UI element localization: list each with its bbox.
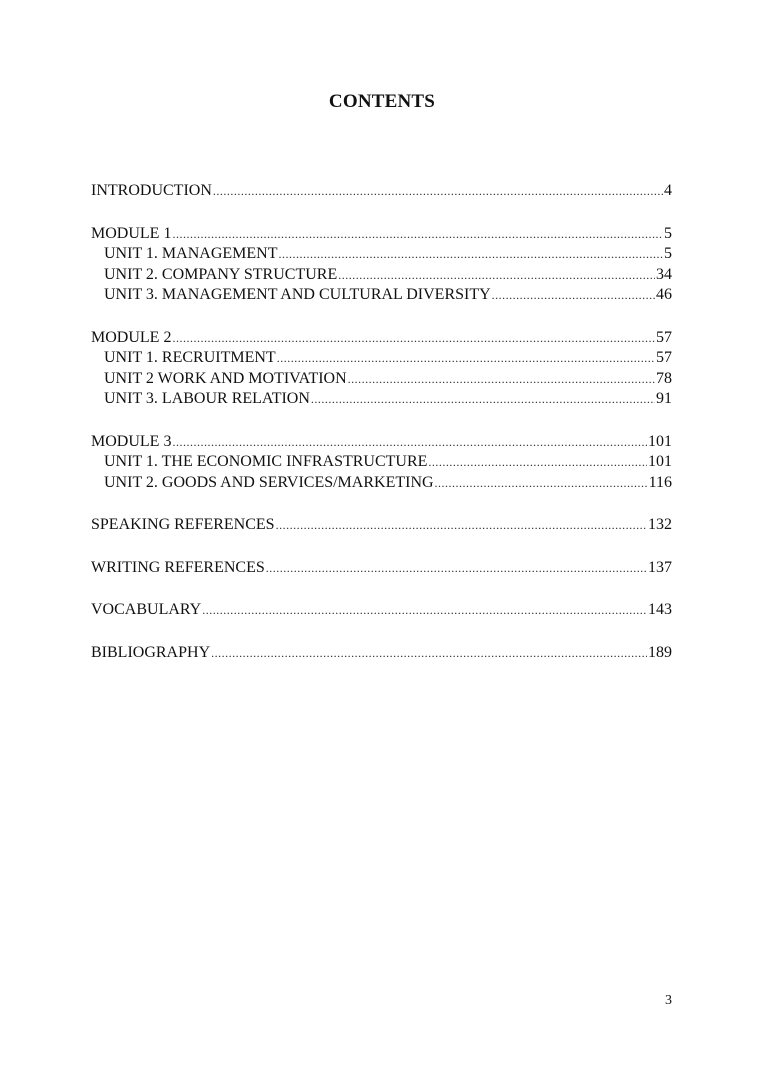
toc-dot-leader [276, 515, 647, 536]
toc-entry-label: MODULE 3 [91, 432, 172, 450]
toc-entry-page: 57 [656, 349, 672, 366]
toc-group [91, 515, 672, 536]
toc-group [91, 181, 672, 202]
toc-group [91, 558, 672, 579]
toc-dot-leader [172, 328, 655, 349]
toc-entry[interactable] [91, 600, 672, 621]
toc-dot-leader [266, 558, 647, 579]
toc-entry[interactable] [91, 328, 672, 349]
toc-entry-page: 143 [648, 601, 672, 618]
toc-subentry[interactable] [91, 389, 672, 410]
toc-entry-page: 5 [664, 224, 672, 242]
toc-entry-page: 132 [648, 516, 672, 533]
toc-entry-page: 189 [648, 643, 672, 661]
toc-dot-leader [338, 265, 655, 286]
toc-entry-page: 116 [648, 473, 672, 491]
page-number: 3 [665, 993, 672, 1008]
page-title: CONTENTS [328, 91, 436, 112]
toc-entry-label: UNIT 1. MANAGEMENT [104, 245, 278, 262]
toc-subentry[interactable] [91, 244, 672, 265]
toc-group [91, 224, 672, 306]
toc-dot-leader [277, 348, 655, 369]
toc-subentry[interactable] [91, 348, 672, 369]
toc-entry-label: SPEAKING REFERENCES [91, 516, 275, 533]
toc-dot-leader [202, 600, 647, 621]
toc-entry-page: 4 [664, 182, 672, 199]
toc-dot-leader [172, 224, 663, 245]
toc-entry-label: INTRODUCTION [91, 182, 212, 199]
toc-dot-leader [348, 369, 655, 390]
toc-entry-label: UNIT 3. MANAGEMENT AND CULTURAL DIVERSITY [104, 286, 491, 303]
toc-entry[interactable] [91, 181, 672, 202]
toc-entry-page: 78 [656, 369, 672, 387]
toc-entry-label: BIBLIOGRAPHY [91, 643, 211, 661]
toc-entry-label: UNIT 2 WORK AND MOTIVATION [104, 369, 347, 387]
toc-entry-label: UNIT 2. GOODS AND SERVICES/MARKETING [104, 473, 434, 491]
toc-entry-page: 34 [656, 265, 672, 283]
toc-subentry[interactable] [91, 285, 672, 306]
toc-entry-label: MODULE 1 [91, 224, 172, 242]
toc-entry-label: UNIT 1. RECRUITMENT [104, 349, 276, 366]
toc-entry-label: UNIT 2. COMPANY STRUCTURE [104, 265, 338, 283]
toc-group [91, 328, 672, 410]
toc-group [91, 432, 672, 494]
toc-entry[interactable] [91, 643, 672, 664]
toc-entry-label: MODULE 2 [91, 328, 172, 346]
toc-subentry[interactable] [91, 369, 672, 390]
toc-entry[interactable] [91, 558, 672, 579]
toc-dot-leader [311, 389, 655, 410]
toc-dot-leader [278, 244, 663, 265]
table-of-contents [91, 181, 672, 685]
toc-entry-page: 91 [656, 390, 672, 407]
toc-entry-page: 57 [656, 328, 672, 346]
toc-entry-label: VOCABULARY [91, 601, 202, 618]
toc-entry-page: 46 [656, 286, 672, 303]
toc-entry[interactable] [91, 224, 672, 245]
toc-entry-label: UNIT 3. LABOUR RELATION [104, 390, 310, 407]
toc-subentry[interactable] [91, 265, 672, 286]
toc-group [91, 643, 672, 664]
toc-entry[interactable] [91, 515, 672, 536]
toc-entry-page: 101 [648, 432, 672, 450]
toc-entry-page: 101 [648, 453, 672, 470]
toc-dot-leader [213, 181, 663, 202]
toc-entry-page: 5 [664, 245, 672, 262]
toc-subentry[interactable] [91, 473, 672, 494]
toc-dot-leader [211, 643, 647, 664]
toc-dot-leader [428, 452, 647, 473]
toc-entry[interactable] [91, 432, 672, 453]
toc-entry-label: UNIT 1. THE ECONOMIC INFRASTRUCTURE [104, 453, 428, 470]
toc-entry-label: WRITING REFERENCES [91, 558, 265, 576]
toc-subentry[interactable] [91, 452, 672, 473]
toc-group [91, 600, 672, 621]
toc-dot-leader [435, 473, 648, 494]
toc-entry-page: 137 [648, 558, 672, 576]
toc-dot-leader [492, 285, 655, 306]
toc-dot-leader [172, 432, 647, 453]
